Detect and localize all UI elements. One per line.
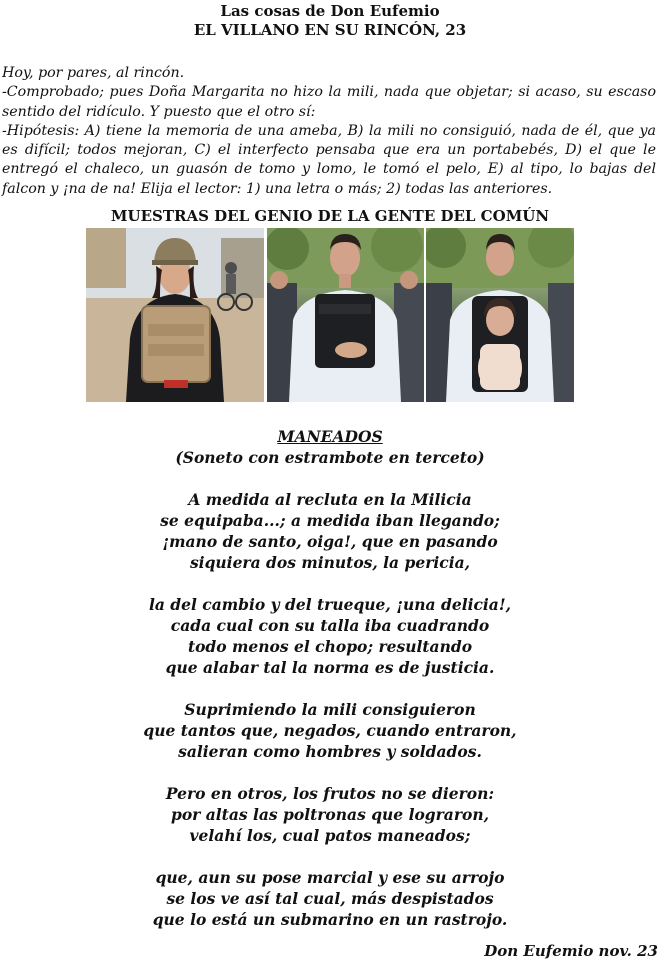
poem-line: A medida al recluta en la Milicia [188,490,472,509]
poem-line: Suprimiendo la mili consiguieron [184,700,476,719]
section-title: MUESTRAS DEL GENIO DE LA GENTE DEL COMÚN [110,207,550,225]
poem-line: que, aun su pose marcial y ese su arrojo [155,868,505,887]
header-title: Las cosas de Don Eufemio [220,2,440,20]
poem-line: siquiera dos minutos, la pericia, [189,553,471,572]
poem-line: Pero en otros, los frutos no se dieron: [165,784,495,803]
intro-paragraph: -Comprobado; pues Doña Margarita no hizo la mili, nada que objetar; si acaso, su escaso sentido del ridículo. Y puesto que el otro sí: [2,84,656,120]
poem-line: que alabar tal la norma es de justicia. [165,658,495,677]
intro-paragraph: -Hipótesis: A) tiene la memoria de una ameba, B) la mili no consiguió, nada de él, que ya es difícil; todos mejoran, C) el interfecto pensaba que era un portabebés, D) el que le entregó el chaleco, un guasón de tomo y lomo, le tomó el pelo, E) al tipo, lo bajas del falcon y ¡na de na! Elija el lector: 1) una letra o más; 2) todas las anteriores. [2,122,656,197]
poem-line: por altas las poltronas que lograron, [170,805,490,824]
poem-line: la del cambio y del trueque, ¡una delicia!, [148,595,512,614]
poem-line: salieran como hombres y soldados. [178,742,482,761]
poem-title: MANEADOS [277,427,383,446]
photo-man-in-vest [267,228,424,402]
intro-paragraph: Hoy, por pares, al rincón. [2,65,185,81]
header-subtitle: EL VILLANO EN SU RINCÓN, 23 [193,21,467,39]
sonnet [0,426,660,930]
poem-line: que lo está un submarino en un rastrojo. [152,910,508,929]
poem-line: que tantos que, negados, cuando entraron, [143,721,517,740]
intro-text [2,64,656,199]
page-header [0,0,660,40]
poem-line: velahí los, cual patos maneados; [189,826,471,845]
poem-line: cada cual con su talla iba cuadrando [170,616,490,635]
signature: Don Eufemio nov. 23 [484,942,658,960]
poem-subtitle: (Soneto con estrambote en terceto) [175,448,485,467]
photo-man-with-carrier [426,228,574,402]
poem-line: ¡mano de santo, oiga!, que en pasando [162,532,498,551]
photo-woman-in-vest [86,228,264,402]
poem-line: se los ve así tal cual, más despistados [166,889,494,908]
poem-line: todo menos el chopo; resultando [187,637,473,656]
poem-line: se equipaba...; a medida iban llegando; [160,511,500,530]
